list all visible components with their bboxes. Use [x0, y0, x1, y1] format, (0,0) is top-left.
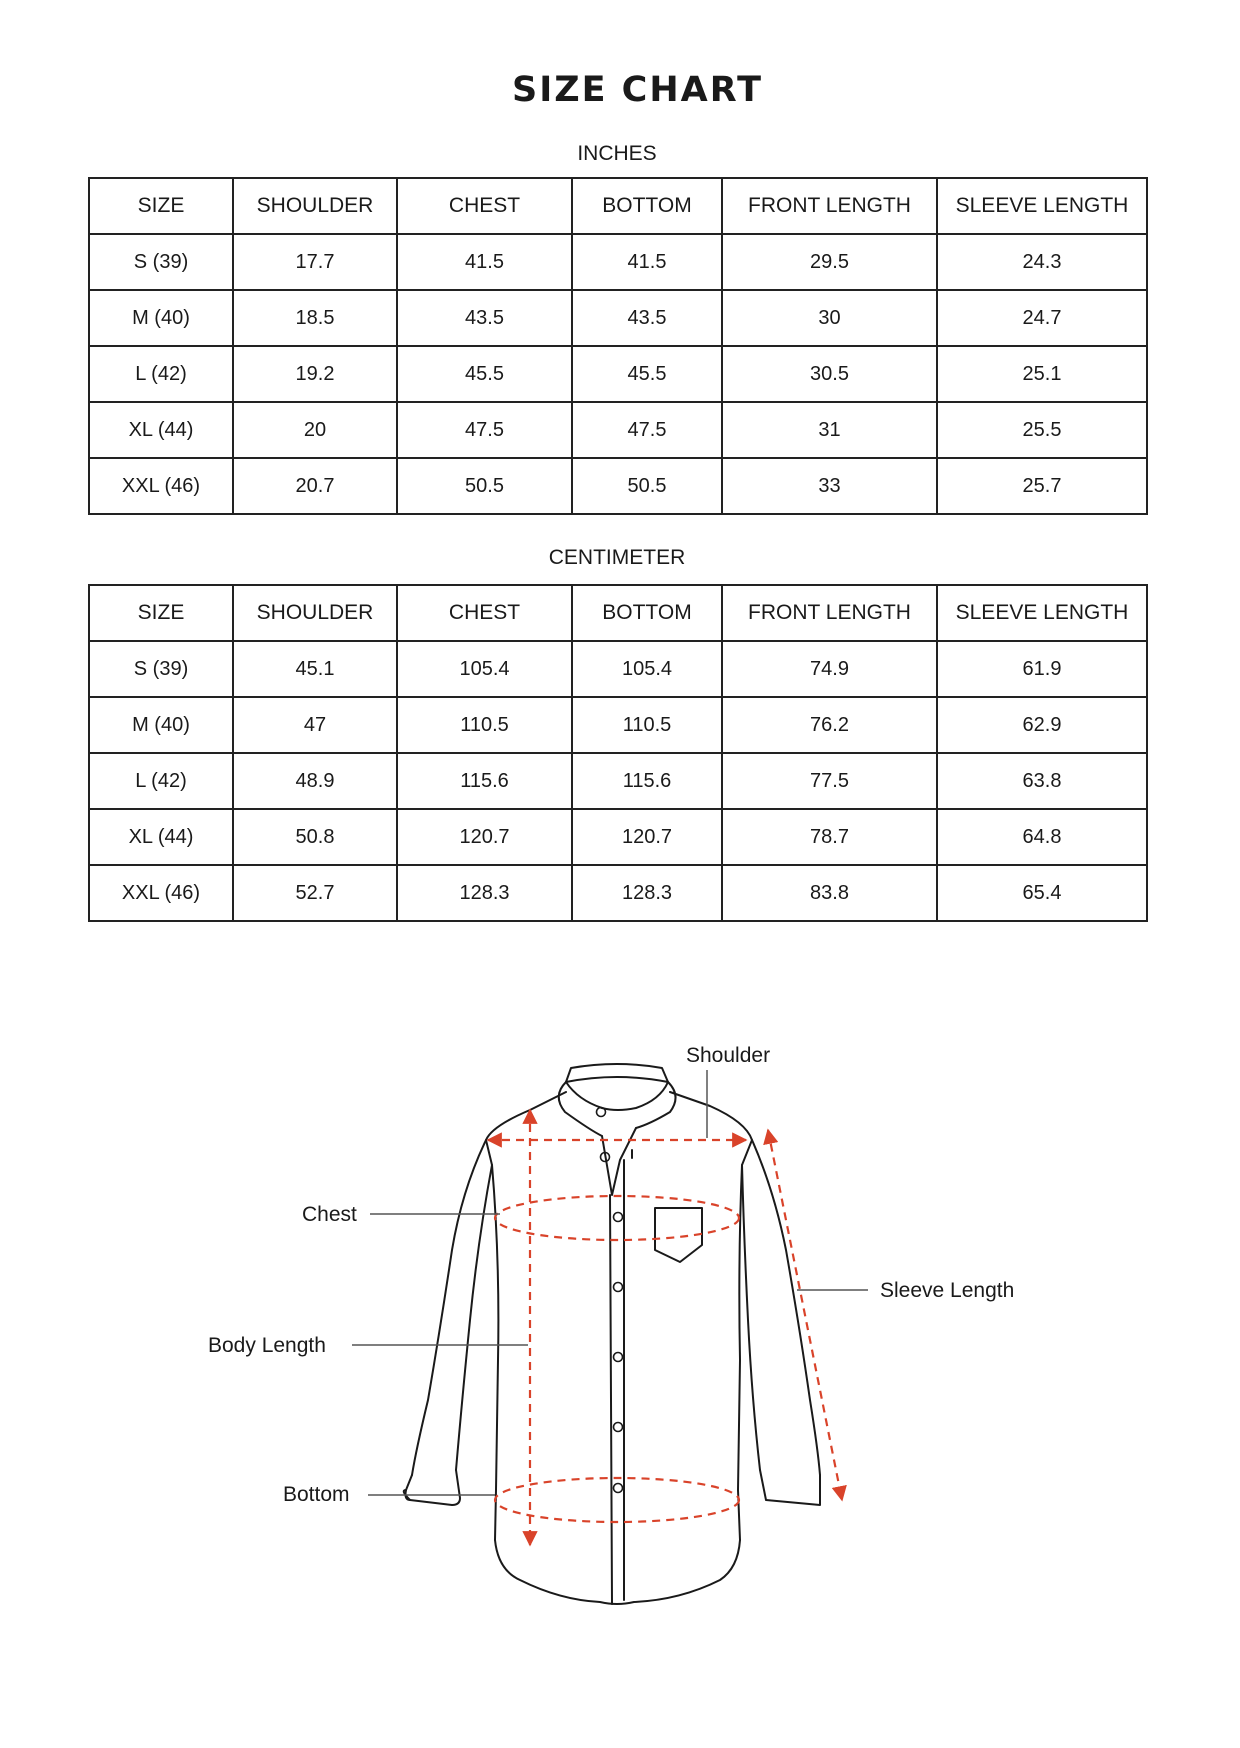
- measurement-cell: 17.7: [233, 234, 397, 290]
- measurement-cell: 105.4: [572, 641, 722, 697]
- measurement-cell: 63.8: [937, 753, 1147, 809]
- measurement-cell: 43.5: [572, 290, 722, 346]
- measurement-cell: 43.5: [397, 290, 572, 346]
- measurement-cell: 52.7: [233, 865, 397, 921]
- size-cell: L (42): [89, 346, 233, 402]
- shoulder-label: Shoulder: [686, 1044, 771, 1067]
- measurement-cell: 20.7: [233, 458, 397, 514]
- measurement-cell: 61.9: [937, 641, 1147, 697]
- size-cell: L (42): [89, 753, 233, 809]
- measurement-cell: 120.7: [397, 809, 572, 865]
- measurement-cell: 76.2: [722, 697, 937, 753]
- measurement-cell: 18.5: [233, 290, 397, 346]
- measurement-cell: 105.4: [397, 641, 572, 697]
- measurement-cell: 78.7: [722, 809, 937, 865]
- header-cell: BOTTOM: [572, 585, 722, 641]
- measurement-cell: 128.3: [397, 865, 572, 921]
- measurement-cell: 33: [722, 458, 937, 514]
- body-length-label: Body Length: [208, 1334, 326, 1357]
- header-cell: FRONT LENGTH: [722, 585, 937, 641]
- bottom-label: Bottom: [283, 1483, 350, 1506]
- sleeve-length-label: Sleeve Length: [880, 1279, 1015, 1302]
- header-cell: CHEST: [397, 585, 572, 641]
- header-cell: BOTTOM: [572, 178, 722, 234]
- measurement-cell: 45.5: [572, 346, 722, 402]
- measurement-cell: 115.6: [397, 753, 572, 809]
- measurement-cell: 20: [233, 402, 397, 458]
- measurement-cell: 48.9: [233, 753, 397, 809]
- measurement-cell: 19.2: [233, 346, 397, 402]
- measurement-cell: 25.1: [937, 346, 1147, 402]
- measurement-cell: 83.8: [722, 865, 937, 921]
- measurement-cell: 74.9: [722, 641, 937, 697]
- centimeter-caption: CENTIMETER: [548, 546, 686, 569]
- measurement-cell: 50.5: [397, 458, 572, 514]
- measurement-cell: 77.5: [722, 753, 937, 809]
- chest-label: Chest: [302, 1203, 357, 1226]
- size-cell: S (39): [89, 641, 233, 697]
- measurement-cell: 30.5: [722, 346, 937, 402]
- measurement-cell: 41.5: [397, 234, 572, 290]
- measurement-cell: 41.5: [572, 234, 722, 290]
- size-cell: XL (44): [89, 402, 233, 458]
- measurement-cell: 128.3: [572, 865, 722, 921]
- size-cell: XXL (46): [89, 458, 233, 514]
- header-cell: SHOULDER: [233, 178, 397, 234]
- header-cell: SHOULDER: [233, 585, 397, 641]
- measurement-cell: 50.5: [572, 458, 722, 514]
- size-cell: M (40): [89, 697, 233, 753]
- measurement-cell: 47.5: [397, 402, 572, 458]
- measurement-cell: 65.4: [937, 865, 1147, 921]
- measurement-cell: 24.3: [937, 234, 1147, 290]
- measurement-cell: 62.9: [937, 697, 1147, 753]
- measurement-cell: 25.7: [937, 458, 1147, 514]
- measurement-cell: 31: [722, 402, 937, 458]
- header-cell: SIZE: [89, 585, 233, 641]
- size-cell: XXL (46): [89, 865, 233, 921]
- header-cell: SLEEVE LENGTH: [937, 585, 1147, 641]
- measurement-cell: 110.5: [397, 697, 572, 753]
- sleeve-length-measure-line: [768, 1130, 842, 1500]
- header-cell: FRONT LENGTH: [722, 178, 937, 234]
- header-cell: CHEST: [397, 178, 572, 234]
- inches-caption: INCHES: [577, 142, 657, 165]
- measurement-guides: [488, 1110, 842, 1545]
- measurement-cell: 64.8: [937, 809, 1147, 865]
- measurement-cell: 29.5: [722, 234, 937, 290]
- measurement-cell: 110.5: [572, 697, 722, 753]
- measurement-cell: 45.1: [233, 641, 397, 697]
- measurement-cell: 25.5: [937, 402, 1147, 458]
- size-cell: S (39): [89, 234, 233, 290]
- header-cell: SIZE: [89, 178, 233, 234]
- measurement-cell: 115.6: [572, 753, 722, 809]
- header-cell: SLEEVE LENGTH: [937, 178, 1147, 234]
- measurement-cell: 45.5: [397, 346, 572, 402]
- measurement-cell: 24.7: [937, 290, 1147, 346]
- size-cell: M (40): [89, 290, 233, 346]
- measurement-cell: 47.5: [572, 402, 722, 458]
- measurement-cell: 50.8: [233, 809, 397, 865]
- measurement-cell: 47: [233, 697, 397, 753]
- measurement-cell: 30: [722, 290, 937, 346]
- page-title: SIZE CHART: [511, 70, 764, 110]
- measurement-cell: 120.7: [572, 809, 722, 865]
- size-cell: XL (44): [89, 809, 233, 865]
- bottom-measure-ellipse: [495, 1478, 739, 1522]
